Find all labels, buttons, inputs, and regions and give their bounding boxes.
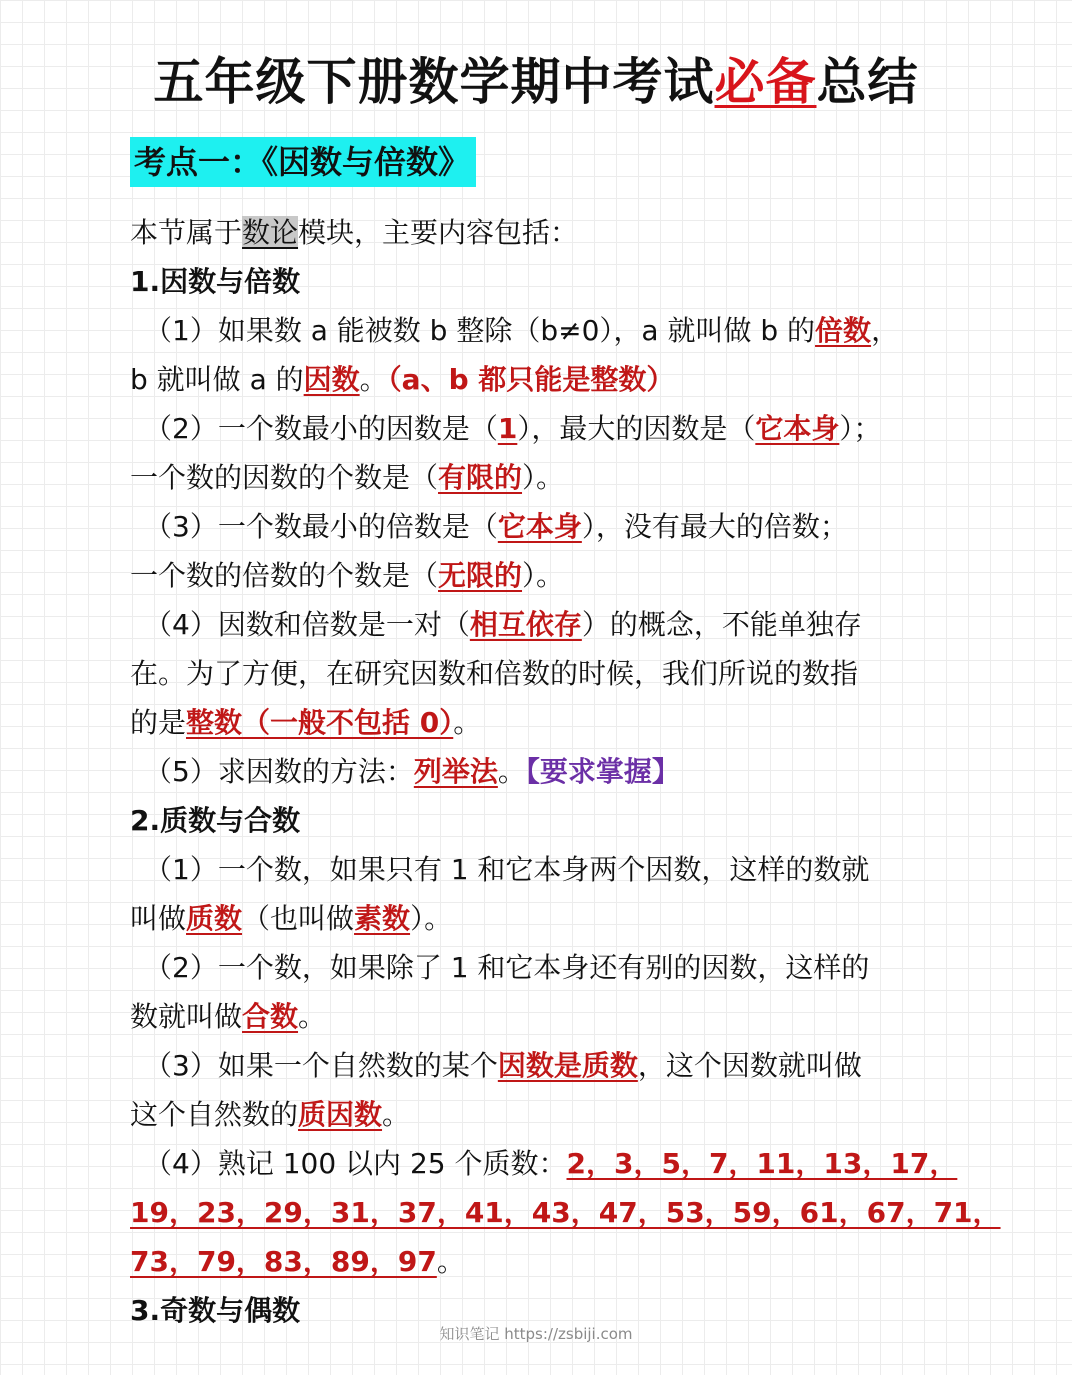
content-body [130, 208, 1001, 1335]
page-title [0, 52, 1072, 112]
heading-odd-even: 3.奇数与偶数 [130, 1294, 301, 1327]
para-q4: （4）熟记 100 以内 25 个质数：2，3，5，7，11，13，17， [144, 1147, 958, 1180]
para-1-cont: b 就叫做 a 的因数。（a、b 都只能是整数） [130, 363, 675, 396]
highlight-term: 数论 [242, 216, 299, 249]
para-2-cont: 一个数的因数的个数是（有限的）。 [130, 461, 565, 494]
title-end: 总结 [816, 53, 919, 111]
para-2: （2）一个数最小的因数是（1），最大的因数是（它本身）； [144, 412, 882, 445]
prime-list-line-3: 73，79，83，89，97。 [130, 1245, 465, 1278]
heading-prime-composite: 2.质数与合数 [130, 804, 301, 837]
heading-factors-multiples: 1.因数与倍数 [130, 265, 301, 298]
para-4-end: 的是整数（一般不包括 0）。 [130, 706, 482, 739]
section-heading: 考点一：《因数与倍数》 [130, 137, 476, 187]
para-q1: （1）一个数，如果只有 1 和它本身两个因数，这样的数就 [144, 853, 870, 886]
para-3-cont: 一个数的倍数的个数是（无限的）。 [130, 559, 565, 592]
prime-list-line-2: 19，23，29，31，37，41，43，47，53，59，61，67，71， [130, 1196, 1001, 1229]
title-main: 五年级下册数学期中考试 [153, 53, 715, 111]
footer-watermark: 知识笔记 https://zsbiji.com [439, 1325, 633, 1343]
mastery-tag: 【要求掌握】 [525, 755, 680, 788]
para-q3-cont: 这个自然数的质因数。 [130, 1098, 411, 1131]
para-q3: （3）如果一个自然数的某个因数是质数，这个因数就叫做 [144, 1049, 862, 1082]
intro-line: 本节属于数论模块，主要内容包括： [130, 216, 579, 249]
para-4-cont: 在。为了方便，在研究因数和倍数的时候，我们所说的数指 [130, 657, 859, 690]
para-5: （5）求因数的方法：列举法。【要求掌握】 [144, 755, 680, 788]
para-3: （3）一个数最小的倍数是（它本身），没有最大的倍数； [144, 510, 848, 543]
para-q2: （2）一个数，如果除了 1 和它本身还有别的因数，这样的 [144, 951, 870, 984]
para-4: （4）因数和倍数是一对（相互依存）的概念，不能单独存 [144, 608, 862, 641]
para-1: （1）如果数 a 能被数 b 整除（b≠0），a 就叫做 b 的倍数， [144, 314, 900, 347]
title-accent: 必备 [714, 53, 817, 111]
para-q1-cont: 叫做质数（也叫做素数）。 [130, 902, 453, 935]
para-q2-cont: 数就叫做合数。 [130, 1000, 327, 1033]
